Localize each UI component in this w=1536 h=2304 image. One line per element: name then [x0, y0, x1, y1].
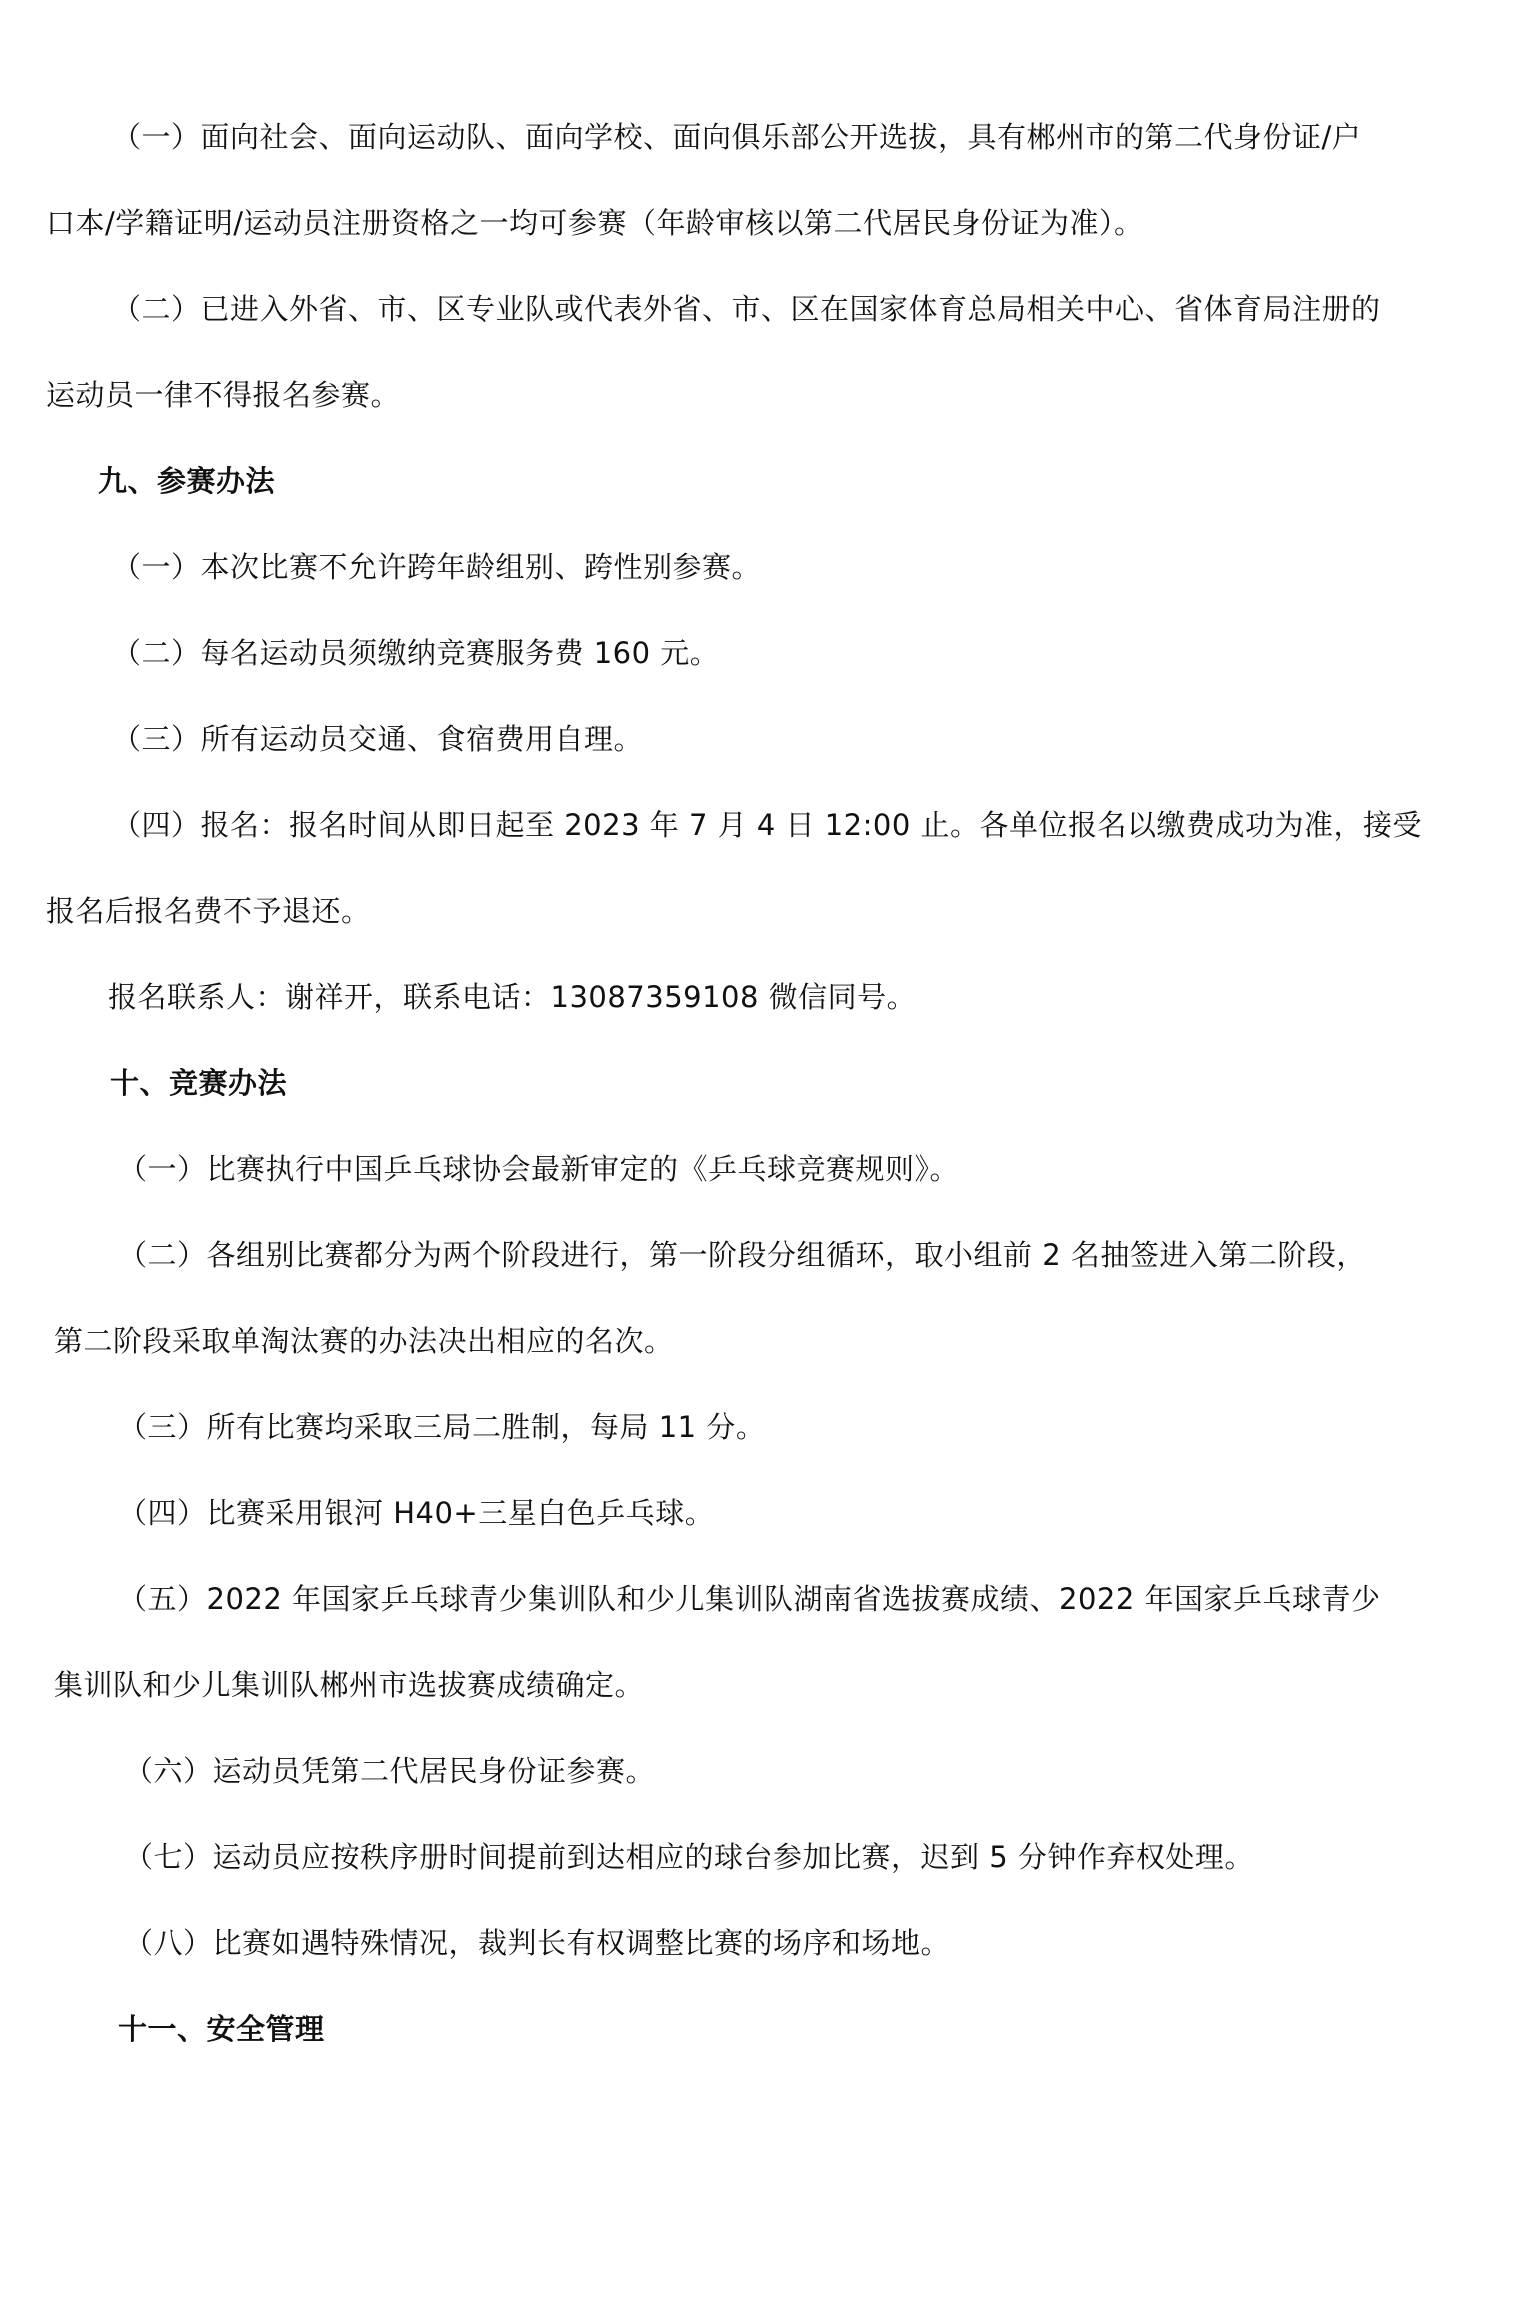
section-heading-10: 十、竞赛办法 [110, 1066, 288, 1100]
section-heading-11: 十一、安全管理 [118, 2012, 325, 2046]
item-9-1: （一）本次比赛不允许跨年龄组别、跨性别参赛。 [112, 550, 762, 584]
item-9-4-line-2: 报名后报名费不予退还。 [46, 894, 371, 928]
paragraph-8-2-line-1: （二）已进入外省、市、区专业队或代表外省、市、区在国家体育总局相关中心、省体育局注册的 [112, 292, 1381, 326]
item-10-8: （八）比赛如遇特殊情况，裁判长有权调整比赛的场序和场地。 [124, 1926, 951, 1960]
contact-info: 报名联系人：谢祥开，联系电话：13087359108 微信同号。 [108, 980, 917, 1014]
item-10-1: （一）比赛执行中国乒乓球协会最新审定的《乒乓球竞赛规则》。 [118, 1152, 960, 1186]
item-9-3: （三）所有运动员交通、食宿费用自理。 [112, 722, 644, 756]
item-10-7: （七）运动员应按秩序册时间提前到达相应的球台参加比赛，迟到 5 分钟作弃权处理。 [124, 1840, 1254, 1874]
paragraph-8-2-line-2: 运动员一律不得报名参赛。 [46, 378, 401, 412]
item-9-2: （二）每名运动员须缴纳竞赛服务费 160 元。 [112, 636, 720, 670]
item-10-6: （六）运动员凭第二代居民身份证参赛。 [124, 1754, 656, 1788]
item-10-2-line-1: （二）各组别比赛都分为两个阶段进行，第一阶段分组循环，取小组前 2 名抽签进入第二阶段， [118, 1238, 1366, 1272]
item-10-5-line-1: （五）2022 年国家乒乓球青少集训队和少儿集训队湖南省选拔赛成绩、2022 年国家乒乓球青少 [118, 1582, 1381, 1616]
paragraph-8-1-line-1: （一）面向社会、面向运动队、面向学校、面向俱乐部公开选拔，具有郴州市的第二代身份证/户 [112, 120, 1362, 154]
section-heading-9: 九、参赛办法 [98, 464, 276, 498]
item-10-2-line-2: 第二阶段采取单淘汰赛的办法决出相应的名次。 [54, 1324, 674, 1358]
item-10-5-line-2: 集训队和少儿集训队郴州市选拔赛成绩确定。 [54, 1668, 645, 1702]
item-10-4: （四）比赛采用银河 H40+三星白色乒乓球。 [118, 1496, 715, 1530]
item-9-4-line-1: （四）报名：报名时间从即日起至 2023 年 7 月 4 日 12:00 止。各单位报名以缴费成功为准，接受 [112, 808, 1423, 842]
item-10-3: （三）所有比赛均采取三局二胜制，每局 11 分。 [118, 1410, 766, 1444]
paragraph-8-1-line-2: 口本/学籍证明/运动员注册资格之一均可参赛（年龄审核以第二代居民身份证为准）。 [46, 206, 1144, 240]
